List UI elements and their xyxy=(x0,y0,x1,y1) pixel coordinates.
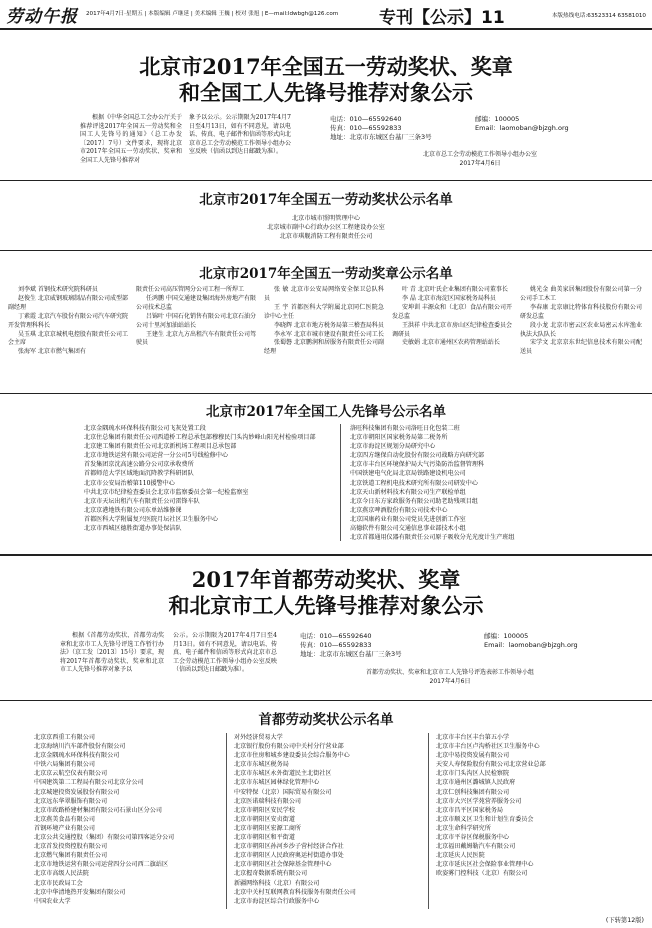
list-item: 中铁六局集团有限公司 xyxy=(34,761,95,769)
list-item: 天安人寿保险股份有限公司北京营业总部 xyxy=(436,761,546,769)
notice2-contact-2 xyxy=(484,632,578,650)
notice1-title-line2: 和全国工人先锋号推荐对象公示 xyxy=(179,80,473,105)
list-item: 中国建筑第二工程局有限公司北京分公司 xyxy=(34,779,144,787)
issue-meta: 2017年4月7日·星期五 | 本版编辑 卢继延 | 美术编辑 王巍 | 校对 张旭 | E—mail:ldwbgh@126.com xyxy=(86,11,339,17)
list-item: 吕锦叶 中国石化销售有限公司北京石油分公司十里河加油站站长 xyxy=(136,312,256,329)
list-item: 中安特保（北京）国际贸易有限公司 xyxy=(234,788,332,796)
list-item: 北京市朝阳区人民政府奥运村街道办事处 xyxy=(234,852,344,860)
list-item: 北京市丰台区环境保护局大气污染防治监督管理科 xyxy=(350,461,485,469)
list-item: 史敏娟 北京市通州区农药管理站站长 xyxy=(402,339,500,347)
list-item: 首都医科大学附属复兴医院月坛社区卫生服务中心 xyxy=(84,515,219,523)
award-list-title: 北京市2017年全国五一劳动奖状公示名单 xyxy=(199,192,453,208)
list-item: 北京市海淀区规划分局研究中心 xyxy=(350,443,436,451)
list-item: 中共北京市纪律检查委员会北京市监察委员会第一纪检监察室 xyxy=(84,488,249,496)
list-item: 北京市天坛出租汽车有限责任公司雷锋车队 xyxy=(84,497,200,505)
pioneer-list-title: 北京市2017年全国工人先锋号公示名单 xyxy=(205,404,447,420)
list-item: 宋学文 北京京东世纪信息技术有限公司配送员 xyxy=(520,339,642,356)
list-item: 北京今日东方家政服务有限公司助老助残项目组 xyxy=(350,497,478,505)
list-item: 北京铁道工程机电技术研究所有限公司研发中心 xyxy=(350,479,478,487)
list-item: 欧姿雾门控科技（北京）有限公司 xyxy=(436,870,528,878)
list-item: 北京市朝阳区宏源工商所 xyxy=(234,824,302,832)
section-title: 专刊【公示】11 xyxy=(379,8,505,28)
list-item: 北京市朝阳区安贞街道 xyxy=(234,815,295,823)
list-item: 北京市西城区德胜街道办事处保洁队 xyxy=(84,525,182,533)
notice1-contact-2 xyxy=(475,115,569,133)
list-item: 首钢环境产业有限公司 xyxy=(34,824,95,832)
notice2-body-a: 根据《首都劳动奖状、首都劳动奖章和北京市工人先锋号评选工作暂行办法》（京工发〔2013〕15号）要求，现将2017年首都劳动奖状、奖章和北京市工人先锋号推荐对象予以 xyxy=(60,632,164,674)
list-item: 限责任公司高压管网分公司工程一所焊工 xyxy=(136,286,245,293)
list-item: 张 敏 北京市公安局网络安全保卫总队科员 xyxy=(264,286,384,302)
capital-list-title: 首都劳动奖状公示名单 xyxy=(258,712,394,728)
list-item: 刘李斌 首钢技术研究院科研员 xyxy=(18,286,98,293)
notice1-body-a: 根据《中华全国总工会办公厅关于推荐评选2017年全国五一劳动奖和全国工人先锋号的通知》（总工办发〔2017〕7号）文件要求，现将北京市2017年全国五一劳动奖状、奖章和全国工人先锋号推荐对 xyxy=(80,114,183,164)
notice1-phone: 电话：010—65592640 xyxy=(330,115,402,123)
list-item: 首都师范大学区域地面沉降教学科研团队 xyxy=(84,470,194,478)
list-item: 北京燃气集团有限责任公司 xyxy=(34,852,108,860)
notice2-email: Email：laomoban@bjzgh.org xyxy=(484,641,578,649)
notice2-date: 2017年4月6日 xyxy=(429,678,471,685)
list-item: 北京延庆人民医院 xyxy=(436,852,485,860)
notice2-contact xyxy=(300,632,402,659)
list-item: 北京市政路桥建材集团有限公司石景山区分公司 xyxy=(34,806,162,814)
list-item: 北京生命科学研究所 xyxy=(436,824,491,832)
list-item: 段小龙 北京市密云区农业局密云水库渔业执法大队队长 xyxy=(520,321,642,338)
list-item: 北京市平谷区保税服务中心 xyxy=(436,834,510,842)
list-item: 北京市通州区潞城镇人民政府 xyxy=(436,779,516,787)
divider xyxy=(0,700,652,701)
list-item: 北京市城市照明管理中心 xyxy=(291,215,361,222)
list-item: 北京市朝阳区社会保障基金管理中心 xyxy=(234,861,332,869)
list-item: 北京市顺义区卫生和计划生育委员会 xyxy=(436,815,534,823)
list-item: 中国铁建电气化局北京局铁路建设机电公司 xyxy=(350,470,466,478)
list-item: 张海军 北京市燃气集团有 xyxy=(18,348,86,356)
list-item: 李永军 北京市城市建设有限责任公司工长 xyxy=(274,330,384,338)
list-item: 李春康 北京康比特体育科技股份有限公司研发总监 xyxy=(520,303,642,320)
list-item: 李晓辉 北京市地方税务局第三稽查局科员 xyxy=(274,321,384,329)
list-item: 北京燕美食品有限公司 xyxy=(34,815,95,823)
list-item: 北京京港地铁有限公司东单站维修课 xyxy=(84,506,182,514)
capital-list-column-2 xyxy=(234,733,424,906)
list-item: 北京首都通用仪器有限责任公司原子吸收分光光度计生产班组 xyxy=(350,534,515,542)
list-item: 北京市东城区永外街道民主北街社区 xyxy=(234,770,332,778)
notice1-email: Email：laomoban@bjzgh.org xyxy=(475,124,569,132)
list-item: 北京城建投资发展股份有限公司 xyxy=(34,788,120,796)
notice1-signature xyxy=(370,150,590,168)
list-item: 北京远东华翠服饰有限公司 xyxy=(34,797,108,805)
list-item: 北京福田戴姆勒汽车有限公司 xyxy=(436,843,516,851)
notice2-phone: 电话：010—65592640 xyxy=(300,632,372,640)
list-item: 北京燕京啤酒股份有限公司技术中心 xyxy=(350,506,448,514)
list-item: 北京四方继保自动化股份有限公司战略方向研究部 xyxy=(350,452,485,460)
list-item: 李 晶 北京市海淀区国家税务局科员 xyxy=(402,294,496,302)
list-item: 洛旺科技集团有限公司洛旺日化包装二班 xyxy=(350,425,460,432)
capital-list-column-1 xyxy=(34,733,224,906)
notice1-title-line1: 北京市2017年全国五一劳动奖状、奖章 xyxy=(139,54,513,79)
list-item: 新疆网络科技（北京）有限公司 xyxy=(234,879,320,887)
list-item: 北京中易投资发展有限公司 xyxy=(436,752,510,760)
notice1-body-b: 象予以公示。公示期限为2017年4月7日至4月13日，如有不同意见，请以电话、传真、电子邮件和信函等形式向北京市总工会劳动模范工作领导小组办公室反映（信函以到达日邮戳为准）。 xyxy=(189,114,292,156)
notice2-signature xyxy=(300,668,600,686)
list-item: 北京公共交通控股（集团）有限公司第四客运分公司 xyxy=(34,834,175,842)
list-item: 吴玉琪 北京京城机电控股有限责任公司工会主席 xyxy=(8,330,128,347)
list-item: 北京市丰台区丰台第五小学 xyxy=(436,734,510,741)
award-list xyxy=(0,214,652,241)
hotline: 本版热线电话:63523314 63581010 xyxy=(551,13,646,19)
list-item: 北京医诺瑞科技有限公司 xyxy=(234,797,302,805)
list-item: 北京中关村互联网教育科技服务有限责任公司 xyxy=(234,888,356,896)
list-item: 北京市朝阳区孙河乡沙子营村经济合作社 xyxy=(234,843,344,851)
list-item: 北京国康药业有限公司党员先进创新工作室 xyxy=(350,515,466,523)
list-item: 北京海纳川汽车部件股份有限公司 xyxy=(34,743,126,751)
list-item: 北京建工集团有限责任公司北京新机场工程项目总承包部 xyxy=(84,443,237,451)
newspaper-logo: 劳动午报 xyxy=(6,7,78,27)
list-item: 北京市大兴区学苑营养服务公司 xyxy=(436,797,522,805)
list-item: 北京天山新材料技术有限公司生产联检单组 xyxy=(350,488,466,496)
divider xyxy=(0,250,652,251)
notice1-date: 2017年4月6日 xyxy=(459,160,501,167)
capital-list-column-3 xyxy=(436,733,636,879)
medal-column-4 xyxy=(392,286,512,348)
list-item: 王 宇 首都医科大学附属北京同仁医院急诊中心主任 xyxy=(264,303,384,320)
pioneer-list-left xyxy=(84,424,330,533)
list-item: 北京市东城区园林绿化管理中心 xyxy=(234,779,320,787)
list-item: 北京市高级人民法院 xyxy=(34,870,89,878)
notice2-signer: 首都劳动奖状、奖章和北京市工人先锋号评选表彰工作领导小组 xyxy=(365,669,534,676)
list-item: 姚光金 曲美家居集团股份有限公司第一分公司手工木工 xyxy=(520,286,642,302)
list-item: 北京中华清地热开发集团有限公司 xyxy=(34,888,126,896)
list-item: 叶 青 北京叶氏企业集团有限公司董事长 xyxy=(402,286,508,293)
notice1-signer: 北京市总工会劳动模范工作领导小组办公室 xyxy=(422,151,537,158)
list-item: 北京京云航空仪表有限公司 xyxy=(34,770,108,778)
list-item: 北京市海淀区综合行政服务中心 xyxy=(234,897,320,905)
list-item: 张蜀磐 北京鹏润和居服务有限责任公司副经理 xyxy=(264,339,384,356)
continued-note: (下转第12版) xyxy=(605,917,644,924)
list-item: 北京银行股份有限公司中关村分行营业部 xyxy=(234,743,344,751)
list-item: 北京市地铁运营有限公司运营一分公司5号线检修中心 xyxy=(84,452,229,460)
list-item: 北京市昌平区国家税务局 xyxy=(436,806,504,814)
list-item: 首发集团京沈高速公路分公司京承收费所 xyxy=(84,461,194,469)
list-item: 北京住总集团有限责任公司西道桥工程总承包部穆穆民门头沟妙峰山阳光村检验项目部 xyxy=(84,434,316,442)
list-item: 中国农业大学 xyxy=(34,897,71,905)
medal-column-5 xyxy=(520,286,642,357)
list-item: 北京市朝阳区安民学校 xyxy=(234,806,295,814)
section-divider xyxy=(0,554,652,556)
list-item: 北京金隅琉水环保科技有限公司飞灰处置工段 xyxy=(84,425,206,432)
list-item: 北京市延庆区社会保险事业管理中心 xyxy=(436,861,534,869)
list-item: 高德软件有限公司交通信息事业部技术小组 xyxy=(350,525,466,533)
list-item: 赵俊生 北京威钢玻璃制品有限公司成型部副经理 xyxy=(8,294,128,311)
list-item: 北京城市副中心行政办公区工程建设办公室 xyxy=(267,224,385,231)
pioneer-list-right xyxy=(350,424,600,542)
notice2-fax: 传真：010—65592833 xyxy=(300,641,372,649)
medal-column-2 xyxy=(136,286,256,348)
list-item: 北京市地铁运营有限公司运营四分公司西二旗站区 xyxy=(34,861,169,869)
list-item: 北京市朝阳区和平街道 xyxy=(234,834,295,842)
list-item: 北京市琪舰消防工程有限责任公司 xyxy=(279,233,373,240)
notice2-body-b: 公示。公示期限为2017年4月7日至4月13日。如有不同意见，请以电话、传真、电子邮件和信函等形式向北京市总工会劳动模范工作领导小组办公室反映（信函以到达日邮戳为准）。 xyxy=(173,632,277,674)
notice1-contact xyxy=(330,115,432,142)
list-item: 北京京西重工有限公司 xyxy=(34,734,95,741)
list-item: 王建生 北京九方出租汽车有限责任公司驾驶员 xyxy=(136,330,256,347)
list-item: 北京金隅琉水环保科技有限公司 xyxy=(34,752,120,760)
notice1-postcode: 邮编：100005 xyxy=(475,115,520,123)
list-item: 北京仁创科技集团有限公司 xyxy=(436,788,510,796)
list-item: 北京市丰台区卢沟桥社区卫生服务中心 xyxy=(436,743,540,751)
list-item: 安坤训 丰源众和（北京）食品有限公司开发总监 xyxy=(392,303,512,320)
masthead xyxy=(0,0,652,30)
notice2-title-line1: 2017年首都劳动奖状、奖章 xyxy=(191,567,461,592)
list-item: 北京首发投资控股有限公司 xyxy=(34,843,108,851)
column-divider xyxy=(340,424,341,541)
list-item: 北京市朝阳区国家税务局第二税务所 xyxy=(350,434,448,442)
notice1-fax: 传真：010—65592833 xyxy=(330,124,402,132)
medal-column-1 xyxy=(8,286,128,357)
list-item: 王洪祥 中共北京市房山区纪律检查委员会调研员 xyxy=(392,321,512,338)
medal-list-title: 北京市2017年全国五一劳动奖章公示名单 xyxy=(199,266,453,282)
list-item: 北京市公安局治稽第110援警中心 xyxy=(84,479,175,487)
notice2-address: 地址：北京市东城区台基厂三条3号 xyxy=(300,650,402,658)
list-item: 北京握奇数据系统有限公司 xyxy=(234,870,308,878)
list-item: 任鸿鹏 中国交通建设集团海外房地产有限公司技术总监 xyxy=(136,294,256,311)
divider xyxy=(0,393,652,394)
list-item: 北京市民政局工会 xyxy=(34,879,83,887)
list-item: 北京市住房和城乡建设委员会综合服务中心 xyxy=(234,752,350,760)
column-divider xyxy=(226,733,227,909)
list-item: 对外经济贸易大学 xyxy=(234,734,283,741)
list-item: 北京市东城区税务局 xyxy=(234,761,289,769)
list-item: 北京市门头沟区人民检察院 xyxy=(436,770,510,778)
column-divider xyxy=(428,733,429,909)
medal-column-3 xyxy=(264,286,384,357)
notice2-postcode: 邮编：100005 xyxy=(484,632,529,640)
list-item: 丁素霞 北京汽车股份有限公司汽车研究院开发管理科科长 xyxy=(8,312,128,329)
notice2-title-line2: 和北京市工人先锋号推荐对象公示 xyxy=(168,593,484,618)
divider xyxy=(0,180,652,181)
medal-list xyxy=(8,286,644,386)
notice1-address: 地址：北京市东城区台基厂三条3号 xyxy=(330,133,432,141)
